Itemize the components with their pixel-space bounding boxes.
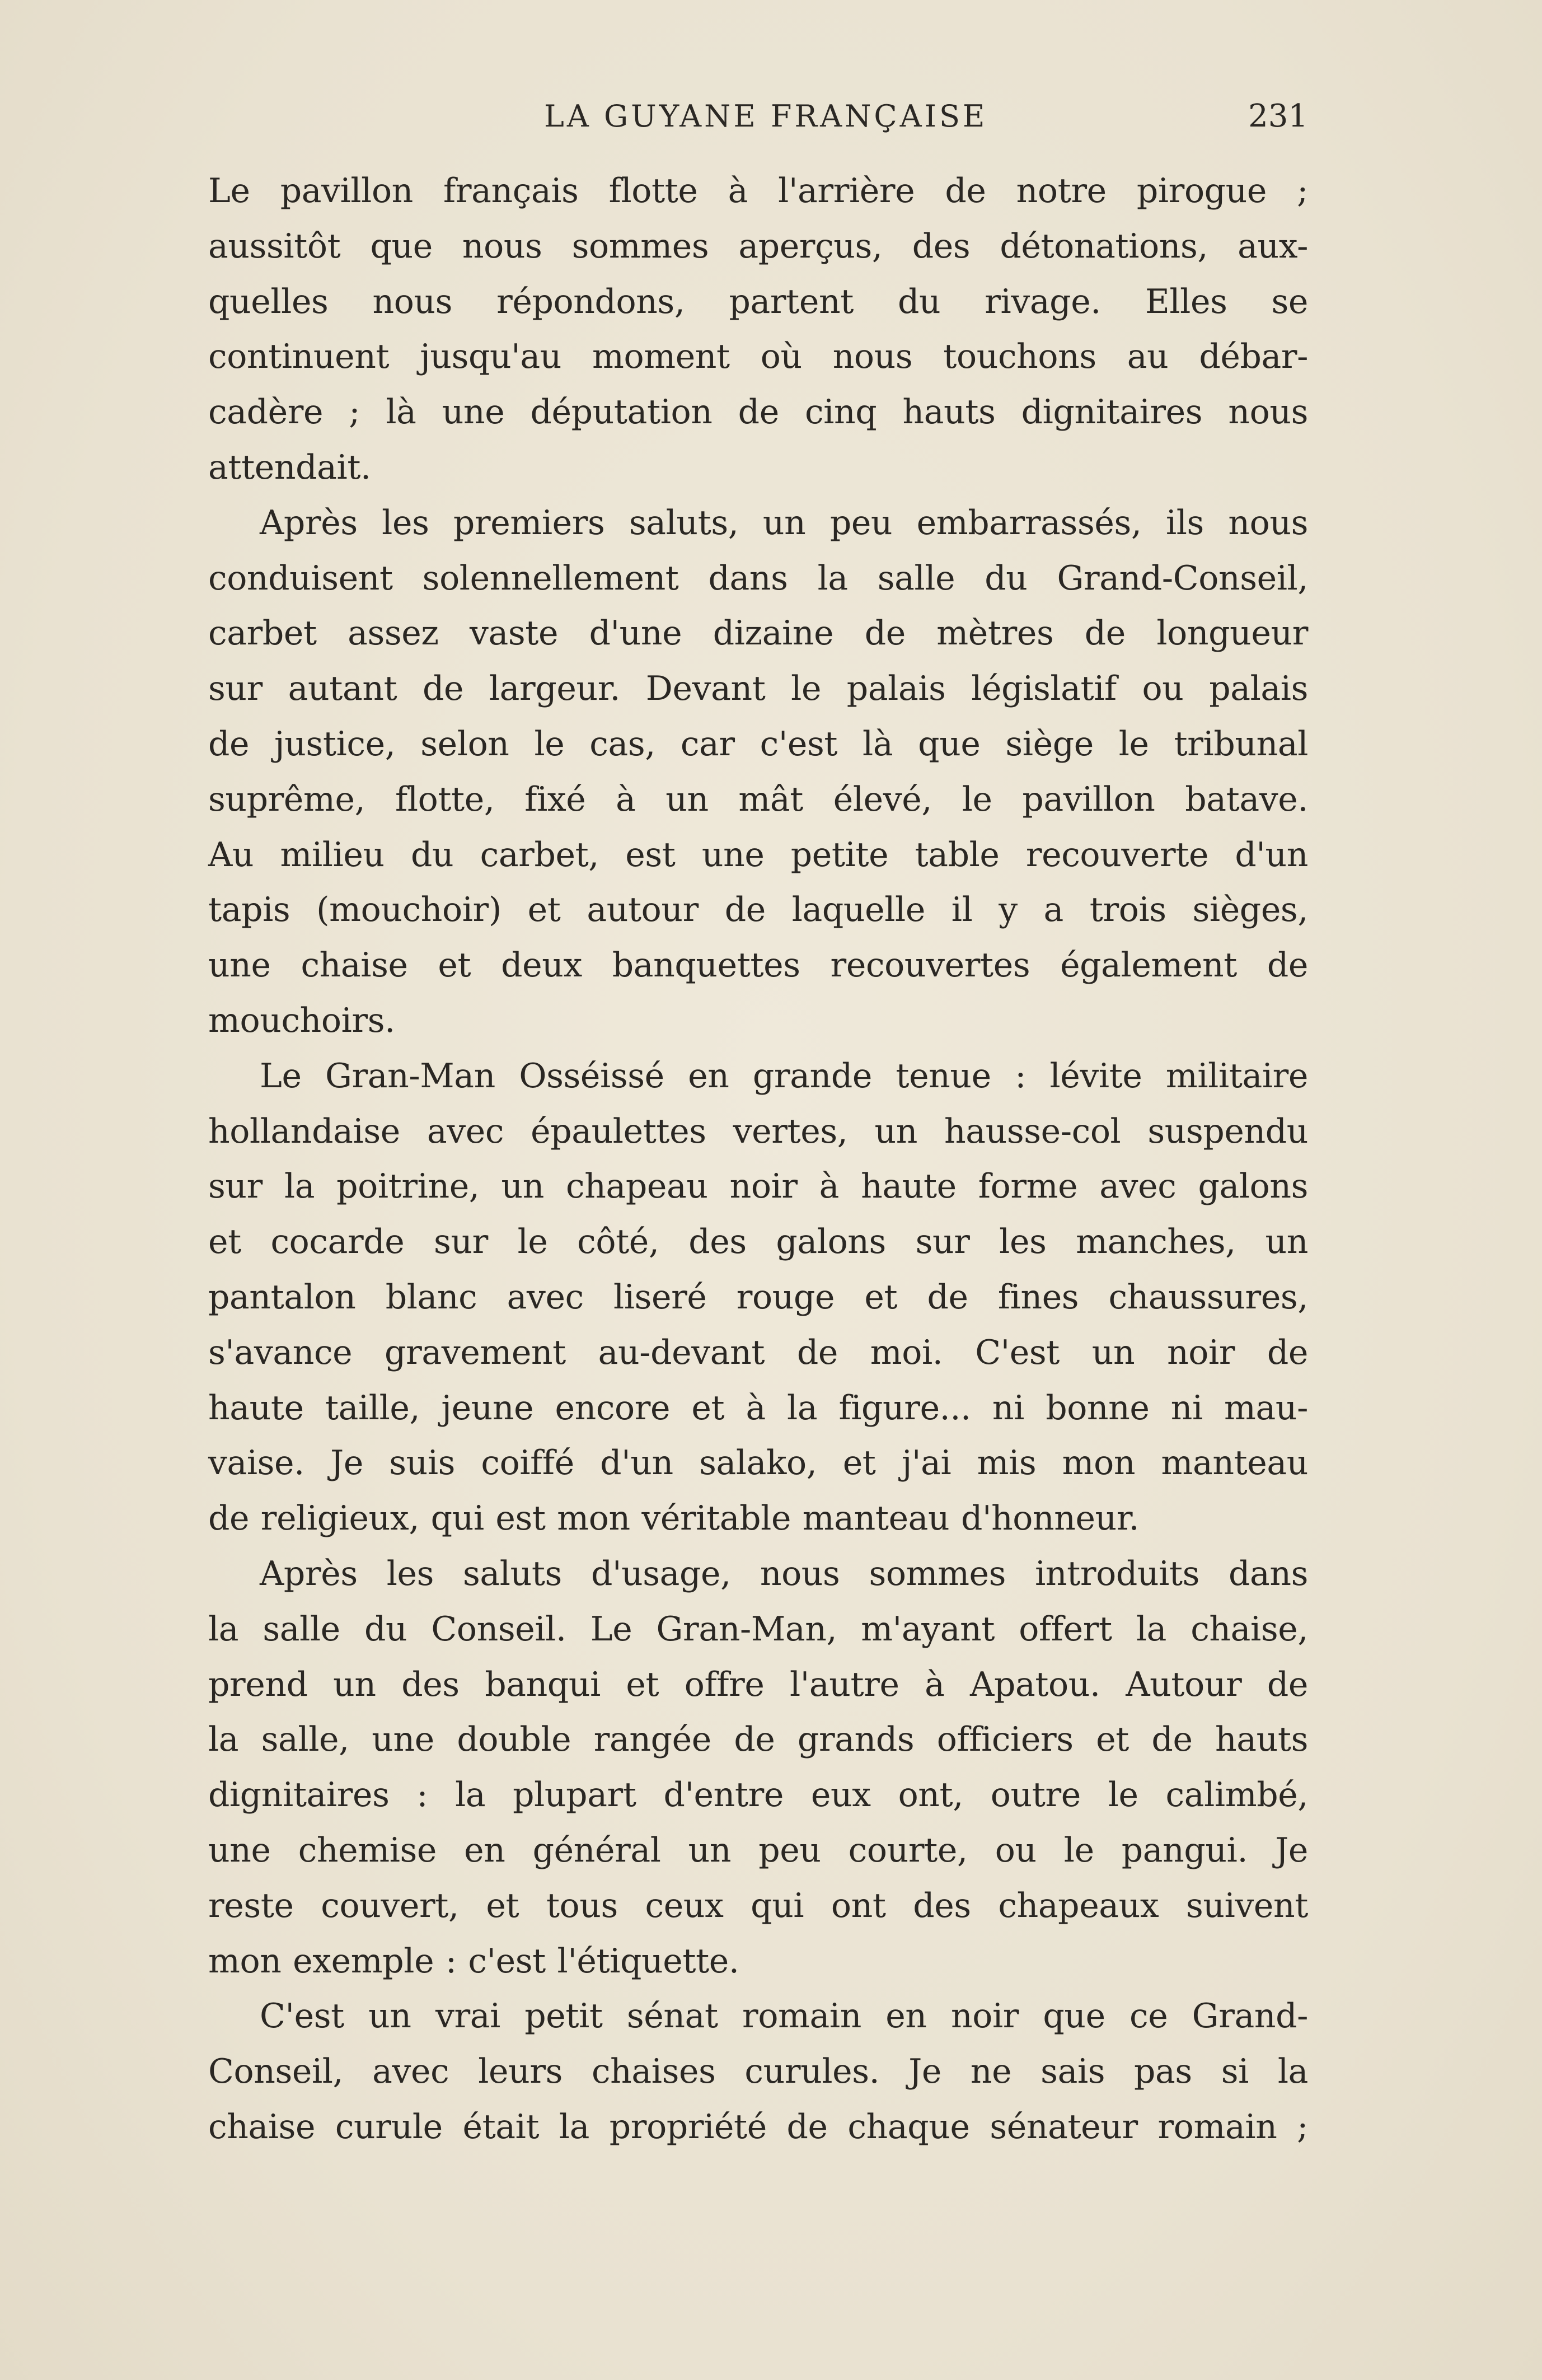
text-line: Conseil, avec leurs chaises curules. Je ne sais pas si la (208, 2052, 1308, 2092)
text-line: haute taille, jeune encore et à la figure... ni bonne ni mau- (208, 1388, 1308, 1428)
body-text (208, 163, 1308, 2155)
text-line: tapis (mouchoir) et autour de laquelle il y a trois sièges, (208, 890, 1308, 930)
text-line: carbet assez vaste d'une dizaine de mètres de longueur (208, 614, 1308, 653)
paragraph (208, 1989, 1308, 2154)
paragraph (208, 1049, 1308, 1546)
text-line: pantalon blanc avec liseré rouge et de fines chaussures, (208, 1277, 1308, 1317)
text-line: Au milieu du carbet, est une petite table recouverte d'un (208, 835, 1308, 875)
running-title: LA GUYANE FRANÇAISE (544, 99, 988, 134)
text-line: conduisent solennellement dans la salle du Grand-Conseil, (208, 558, 1308, 598)
text-line: prend un des banqui et offre l'autre à Apatou. Autour de (208, 1664, 1308, 1704)
text-line: vaise. Je suis coiffé d'un salako, et j'ai mis mon manteau (208, 1443, 1308, 1483)
text-line: attendait. (208, 447, 371, 487)
text-line: Le Gran-Man Osséissé en grande tenue : lévite militaire (260, 1056, 1308, 1096)
page-header (208, 94, 1308, 139)
text-line: et cocarde sur le côté, des galons sur les manches, un (208, 1222, 1308, 1262)
text-line: quelles nous répondons, partent du rivage. Elles se (208, 282, 1308, 321)
text-line: suprême, flotte, fixé à un mât élevé, le pavillon batave. (208, 779, 1308, 819)
paragraph (208, 163, 1308, 495)
paragraph (208, 495, 1308, 1049)
text-line: sur la poitrine, un chapeau noir à haute forme avec galons (208, 1167, 1308, 1207)
text-line: Le pavillon français flotte à l'arrière de notre pirogue ; (208, 171, 1308, 211)
text-line: aussitôt que nous sommes aperçus, des détonations, aux- (208, 226, 1308, 266)
paragraph (208, 1546, 1308, 1989)
text-line: la salle, une double rangée de grands officiers et de hauts (208, 1720, 1308, 1760)
text-line: de religieux, qui est mon véritable manteau d'honneur. (208, 1499, 1140, 1539)
text-line: de justice, selon le cas, car c'est là que siège le tribunal (208, 724, 1308, 764)
text-line: une chaise et deux banquettes recouvertes également de (208, 946, 1308, 985)
text-line: hollandaise avec épaulettes vertes, un hausse-col suspendu (208, 1111, 1308, 1151)
text-line: une chemise en général un peu courte, ou le pangui. Je (208, 1830, 1308, 1870)
text-line: continuent jusqu'au moment où nous touchons au débar- (208, 337, 1308, 377)
text-line: cadère ; là une députation de cinq hauts dignitaires nous (208, 392, 1308, 432)
text-line: s'avance gravement au-devant de moi. C'est un noir de (208, 1332, 1308, 1372)
text-line: sur autant de largeur. Devant le palais législatif ou palais (208, 669, 1308, 709)
text-line: Après les premiers saluts, un peu embarrassés, ils nous (260, 503, 1308, 543)
text-line: mon exemple : c'est l'étiquette. (208, 1941, 739, 1981)
page-number: 231 (1248, 98, 1308, 134)
text-line: reste couvert, et tous ceux qui ont des chapeaux suivent (208, 1886, 1308, 1925)
text-line: C'est un vrai petit sénat romain en noir que ce Grand- (260, 1996, 1308, 2036)
text-line: Après les saluts d'usage, nous sommes introduits dans (260, 1554, 1308, 1593)
text-line: mouchoirs. (208, 1000, 395, 1040)
text-line: chaise curule était la propriété de chaque sénateur romain ; (208, 2107, 1308, 2147)
text-line: la salle du Conseil. Le Gran-Man, m'ayant offert la chaise, (208, 1609, 1308, 1649)
text-line: dignitaires : la plupart d'entre eux ont, outre le calimbé, (208, 1775, 1308, 1815)
